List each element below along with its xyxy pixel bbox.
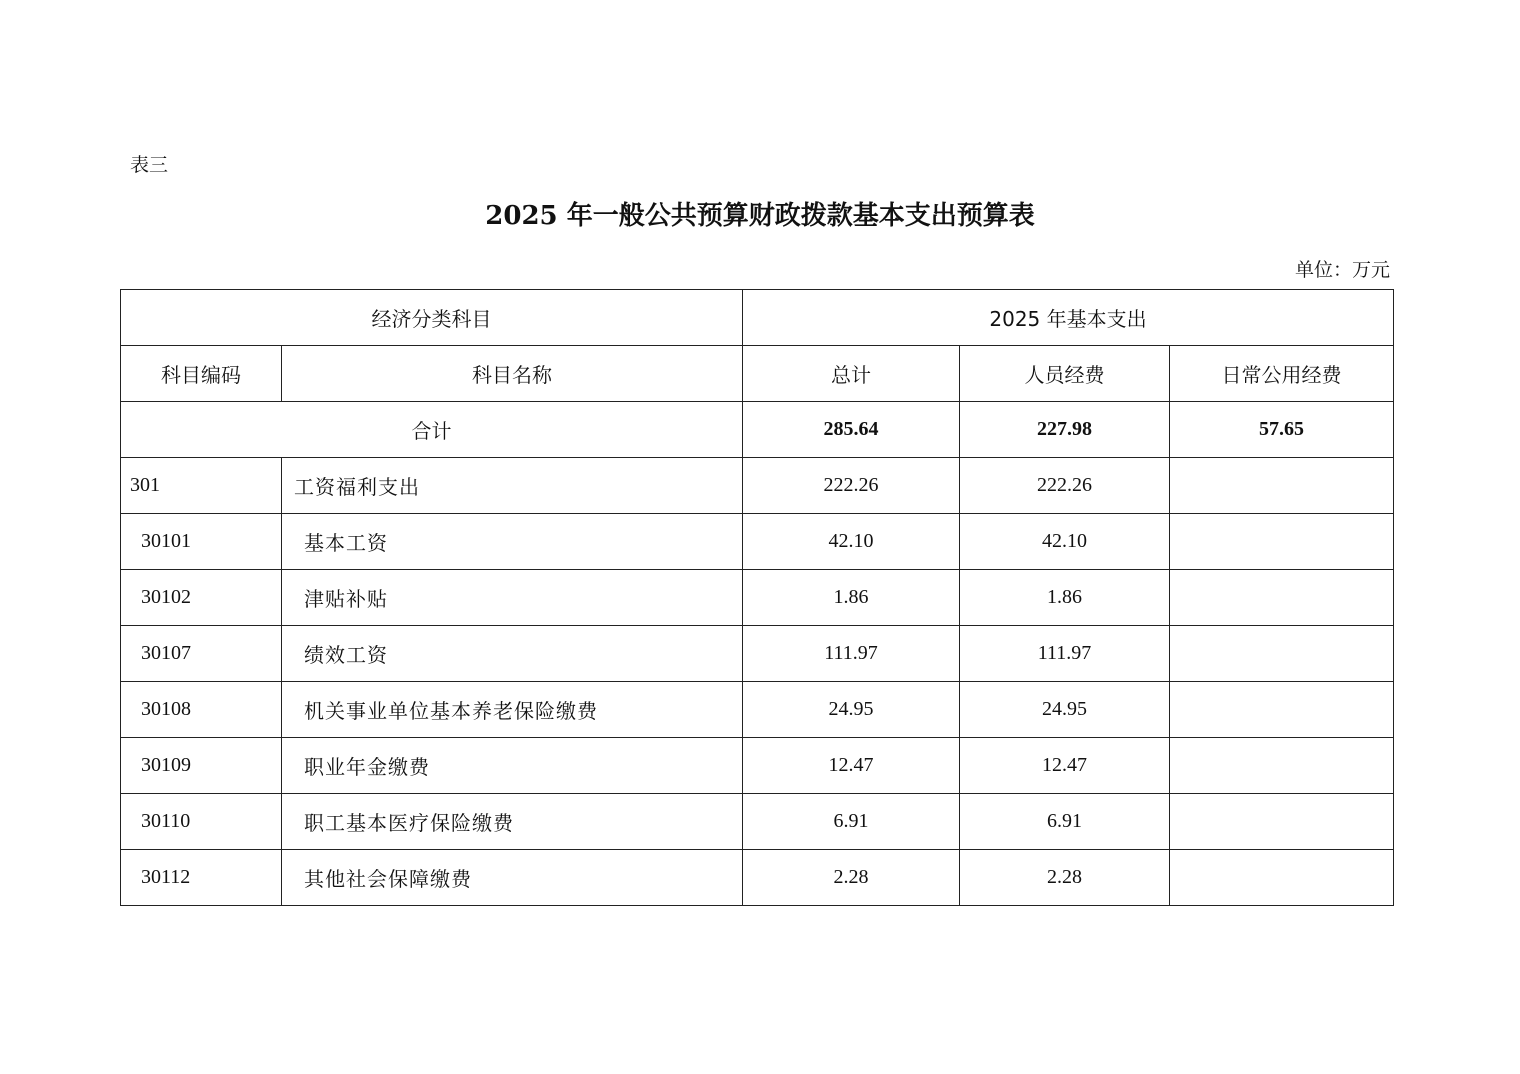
total-personnel: 227.98 xyxy=(960,402,1170,458)
table-row xyxy=(121,794,1394,850)
header-basic-expenditure: 2025 年基本支出 xyxy=(743,290,1394,346)
row-public xyxy=(1170,626,1394,682)
row-total: 6.91 xyxy=(743,794,960,850)
row-code: 30109 xyxy=(121,738,282,794)
row-name: 其他社会保障缴费 xyxy=(282,850,743,906)
row-code: 30110 xyxy=(121,794,282,850)
row-total: 111.97 xyxy=(743,626,960,682)
table-row xyxy=(121,682,1394,738)
row-public xyxy=(1170,570,1394,626)
header-total: 总计 xyxy=(743,346,960,402)
row-code: 30102 xyxy=(121,570,282,626)
row-public xyxy=(1170,682,1394,738)
row-total: 12.47 xyxy=(743,738,960,794)
header-public: 日常公用经费 xyxy=(1170,346,1394,402)
row-code: 301 xyxy=(121,458,282,514)
row-total: 2.28 xyxy=(743,850,960,906)
row-total: 42.10 xyxy=(743,514,960,570)
header-row-group xyxy=(121,290,1394,346)
row-name: 职业年金缴费 xyxy=(282,738,743,794)
row-personnel: 1.86 xyxy=(960,570,1170,626)
row-personnel: 6.91 xyxy=(960,794,1170,850)
header-name: 科目名称 xyxy=(282,346,743,402)
row-personnel: 12.47 xyxy=(960,738,1170,794)
total-total: 285.64 xyxy=(743,402,960,458)
total-public: 57.65 xyxy=(1170,402,1394,458)
table-row xyxy=(121,570,1394,626)
row-public xyxy=(1170,514,1394,570)
table-row xyxy=(121,738,1394,794)
row-public xyxy=(1170,794,1394,850)
header-row-columns xyxy=(121,346,1394,402)
row-name: 津贴补贴 xyxy=(282,570,743,626)
row-code: 30112 xyxy=(121,850,282,906)
page-title: 2025 年一般公共预算财政拨款基本支出预算表 xyxy=(485,201,1035,231)
row-name: 机关事业单位基本养老保险缴费 xyxy=(282,682,743,738)
row-code: 30101 xyxy=(121,514,282,570)
budget-table xyxy=(120,289,1394,906)
header-personnel: 人员经费 xyxy=(960,346,1170,402)
row-name: 职工基本医疗保险缴费 xyxy=(282,794,743,850)
table-row xyxy=(121,626,1394,682)
row-total: 24.95 xyxy=(743,682,960,738)
table-row xyxy=(121,458,1394,514)
total-label: 合计 xyxy=(121,402,743,458)
row-personnel: 2.28 xyxy=(960,850,1170,906)
row-public xyxy=(1170,458,1394,514)
table-tag: 表三 xyxy=(130,154,169,176)
total-row xyxy=(121,402,1394,458)
row-code: 30107 xyxy=(121,626,282,682)
row-name: 基本工资 xyxy=(282,514,743,570)
header-code: 科目编码 xyxy=(121,346,282,402)
row-public xyxy=(1170,850,1394,906)
header-economic-category: 经济分类科目 xyxy=(121,290,743,346)
row-public xyxy=(1170,738,1394,794)
row-personnel: 24.95 xyxy=(960,682,1170,738)
row-total: 1.86 xyxy=(743,570,960,626)
row-personnel: 42.10 xyxy=(960,514,1170,570)
unit-label: 单位：万元 xyxy=(1294,259,1390,281)
row-total: 222.26 xyxy=(743,458,960,514)
row-personnel: 111.97 xyxy=(960,626,1170,682)
row-name: 绩效工资 xyxy=(282,626,743,682)
row-personnel: 222.26 xyxy=(960,458,1170,514)
table-row xyxy=(121,850,1394,906)
row-code: 30108 xyxy=(121,682,282,738)
row-name: 工资福利支出 xyxy=(282,458,743,514)
table-row xyxy=(121,514,1394,570)
